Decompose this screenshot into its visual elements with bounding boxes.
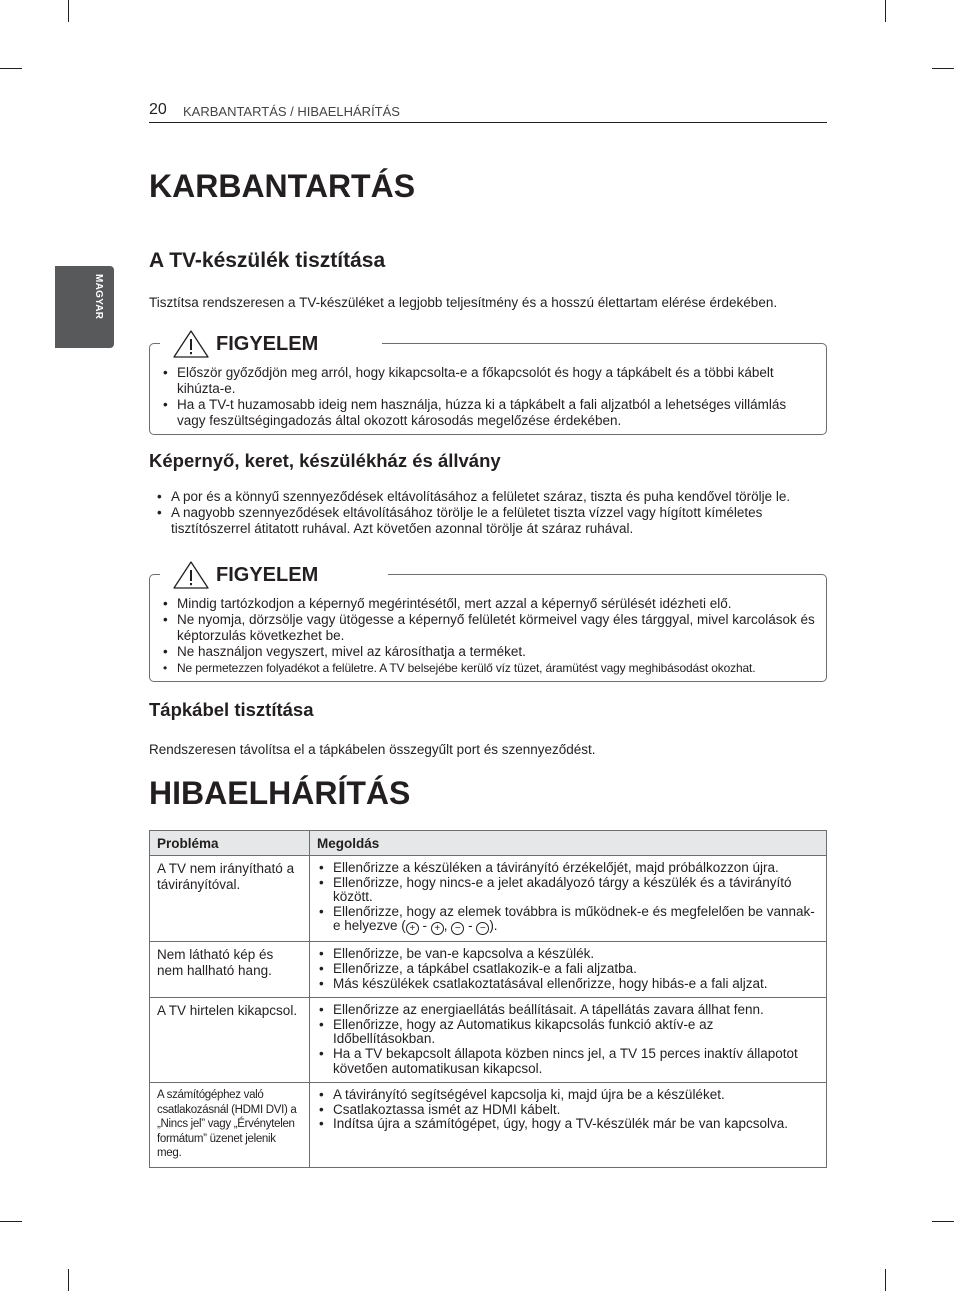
screen-cleaning-heading: Képernyő, keret, készülékház és állvány <box>149 450 501 471</box>
list-item: • Ellenőrizze, hogy nincs-e a jelet akadályozó tárgy a készülék és a távirányító között. <box>317 876 819 905</box>
list-item: • Ha a TV-t huzamosabb ideig nem használja, húzza ki a tápkábelt a fali aljzatból a lehetséges villámlás vagy feszültségingadozás által okozott károsodás megelőzése érdekében. <box>163 397 813 429</box>
list-item: • Indítsa újra a számítógépet, úgy, hogy a TV-készülék már be van kapcsolva. <box>317 1117 819 1132</box>
battery-note-text: Ellenőrizze, hogy az elemek továbbra is működnek-e és megfelelően be vannak-e helyezve ( <box>333 903 815 934</box>
running-title: KARBANTARTÁS / HIBAELHÁRÍTÁS <box>183 104 400 119</box>
crop-mark <box>68 1269 69 1291</box>
list-item: • Mindig tartózkodjon a képernyő megérintésétől, mert azzal a képernyő sérülését idézheti elő. <box>163 596 818 612</box>
solution-cell <box>310 856 827 942</box>
caution-header <box>172 559 324 591</box>
tv-cleaning-intro: Tisztítsa rendszeresen a TV-készüléket a legjobb teljesítmény és a hosszú élettartam elérése érdekében. <box>149 295 778 310</box>
solution-cell <box>310 942 827 998</box>
list-item: • A távirányító segítségével kapcsolja ki, majd újra be a készüléket. <box>317 1088 819 1103</box>
caution-list <box>163 365 813 429</box>
crop-mark <box>932 1221 954 1222</box>
list-item: • Ellenőrizze, a tápkábel csatlakozik-e a fali aljzatba. <box>317 962 819 977</box>
caution-box <box>149 563 827 682</box>
table-header-row <box>150 831 827 856</box>
crop-mark <box>0 68 22 69</box>
list-item: • A por és a könnyű szennyeződések eltávolításához a felületet száraz, tiszta és puha kendővel törölje le. <box>157 489 829 505</box>
list-item: • Ellenőrizze, be van-e kapcsolva a készülék. <box>317 947 819 962</box>
page-number: 20 <box>149 101 167 118</box>
battery-minus-icon: − <box>451 922 464 935</box>
crop-mark <box>0 1221 22 1222</box>
list-item: • A nagyobb szennyeződések eltávolításához törölje le a felületet tiszta vízzel vagy hígított kíméletes tisztítószerrel átitatott ruhával. Azt követően azonnal törölje át száraz ruhával. <box>157 505 829 537</box>
list-item: • Más készülékek csatlakoztatásával ellenőrizze, hogy hibás-e a fali aljzat. <box>317 977 819 992</box>
screen-cleaning-list <box>157 489 829 537</box>
battery-plus-icon: + <box>431 922 444 935</box>
list-item: • Először győződjön meg arról, hogy kikapcsolta-e a főkapcsolót és hogy a tápkábelt és a többi kábelt kihúzta-e. <box>163 365 813 397</box>
problem-cell: A számítógéphez való csatlakozásnál (HDMI DVI) a „Nincs jel” vagy „Érvénytelen formátum” üzenet jelenik meg. <box>150 1083 310 1168</box>
table-row <box>150 1083 827 1168</box>
list-item: • Ha a TV bekapcsolt állapota közben nincs jel, a TV 15 perces inaktív állapotot követően automatikusan kikapcsol. <box>317 1047 819 1076</box>
caution-title: FIGYELEM <box>216 332 319 355</box>
separator: - <box>418 918 431 934</box>
solution-cell <box>310 1083 827 1168</box>
list-item: • Ne használjon vegyszert, mivel az károsíthatja a terméket. <box>163 644 818 660</box>
tv-cleaning-heading: A TV-készülék tisztítása <box>149 249 386 272</box>
list-item: • Csatlakoztassa ismét az HDMI kábelt. <box>317 1103 819 1118</box>
language-side-tab <box>55 266 114 348</box>
list-item <box>317 905 819 936</box>
language-label: MAGYAR <box>93 274 104 320</box>
cable-cleaning-heading: Tápkábel tisztítása <box>149 699 314 720</box>
crop-mark <box>885 1269 886 1291</box>
column-header-problem: Probléma <box>150 831 310 856</box>
separator: - <box>464 918 477 934</box>
problem-cell: A TV nem irányítható a távirányítóval. <box>150 856 310 942</box>
maintenance-title: KARBANTARTÁS <box>149 168 416 204</box>
separator: , <box>443 918 452 934</box>
crop-mark <box>68 0 69 22</box>
table-row <box>150 942 827 998</box>
list-item: • Ellenőrizze, hogy az Automatikus kikapcsolás funkció aktív-e az Időbellításokban. <box>317 1018 819 1047</box>
caution-title: FIGYELEM <box>216 563 319 586</box>
list-item: • Ne nyomja, dörzsölje vagy ütögesse a képernyő felületét körmeivel vagy éles tárggyal, mivel karcolások és képtorzulás következhet be. <box>163 612 818 644</box>
problem-cell: A TV hirtelen kikapcsol. <box>150 998 310 1083</box>
column-header-solution: Megoldás <box>310 831 827 856</box>
warning-triangle-icon <box>172 560 210 590</box>
battery-plus-icon: + <box>406 922 419 935</box>
problem-cell: Nem látható kép és nem hallható hang. <box>150 942 310 998</box>
list-item: • Ellenőrizze az energiaellátás beállításait. A tápellátás zavara állhat fenn. <box>317 1003 819 1018</box>
table-row <box>150 856 827 942</box>
battery-note-end: ). <box>489 918 498 934</box>
caution-box <box>149 332 827 435</box>
table-row <box>150 998 827 1083</box>
troubleshooting-table <box>149 830 827 1168</box>
solution-cell <box>310 998 827 1083</box>
list-item: • Ellenőrizze a készüléken a távirányító érzékelőjét, majd próbálkozzon újra. <box>317 861 819 876</box>
caution-header <box>172 328 324 360</box>
cable-cleaning-text: Rendszeresen távolítsa el a tápkábelen összegyűlt port és szennyeződést. <box>149 742 596 757</box>
crop-mark <box>932 68 954 69</box>
caution-list <box>163 596 818 676</box>
battery-minus-icon: − <box>476 922 489 935</box>
troubleshooting-title: HIBAELHÁRÍTÁS <box>149 775 411 811</box>
warning-triangle-icon <box>172 329 210 359</box>
crop-mark <box>885 0 886 22</box>
page-header <box>149 100 827 123</box>
list-item: • Ne permetezzen folyadékot a felületre. A TV belsejébe kerülő víz tüzet, áramütést vagy meghibásodást okozhat. <box>163 660 818 676</box>
